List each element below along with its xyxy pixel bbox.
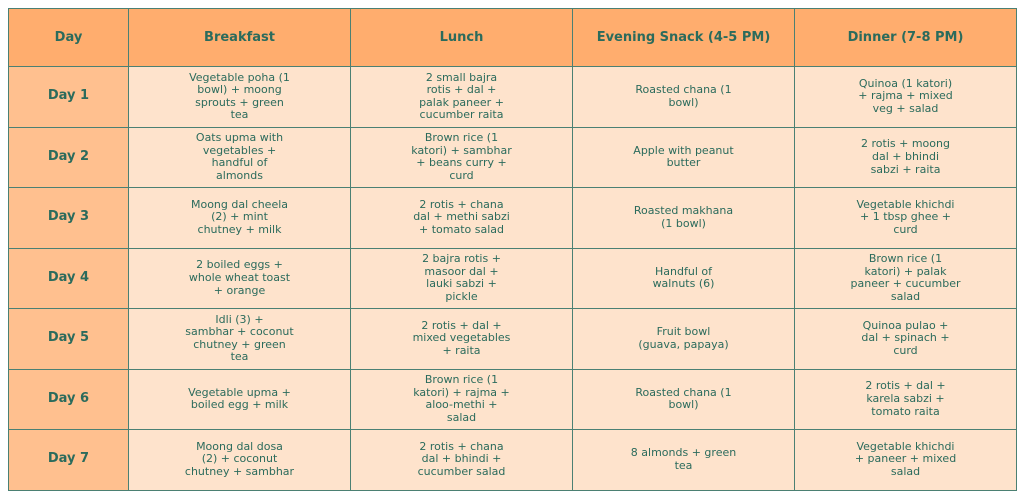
table-row — [9, 430, 1017, 491]
lunch-cell: Brown rice (1 katori) + sambhar + beans curry + curd — [351, 127, 573, 188]
breakfast-cell: Moong dal cheela (2) + mint chutney + milk — [129, 188, 351, 249]
day-cell: Day 4 — [9, 248, 129, 309]
evening-snack-cell: Roasted chana (1 bowl) — [573, 67, 795, 128]
day-cell: Day 1 — [9, 67, 129, 128]
dinner-cell: Quinoa (1 katori) + rajma + mixed veg + salad — [795, 67, 1017, 128]
evening-snack-cell: Handful of walnuts (6) — [573, 248, 795, 309]
evening-snack-cell: Roasted makhana (1 bowl) — [573, 188, 795, 249]
lunch-cell: 2 rotis + chana dal + methi sabzi + tomato salad — [351, 188, 573, 249]
day-cell: Day 3 — [9, 188, 129, 249]
evening-snack-cell: 8 almonds + green tea — [573, 430, 795, 491]
lunch-cell: 2 rotis + chana dal + bhindi + cucumber salad — [351, 430, 573, 491]
breakfast-cell: Vegetable upma + boiled egg + milk — [129, 369, 351, 430]
dinner-cell: Vegetable khichdi + paneer + mixed salad — [795, 430, 1017, 491]
lunch-cell: Brown rice (1 katori) + rajma + aloo-methi + salad — [351, 369, 573, 430]
lunch-cell: 2 bajra rotis + masoor dal + lauki sabzi + pickle — [351, 248, 573, 309]
dinner-cell: Brown rice (1 katori) + palak paneer + cucumber salad — [795, 248, 1017, 309]
header-dinner: Dinner (7-8 PM) — [795, 9, 1017, 67]
header-lunch: Lunch — [351, 9, 573, 67]
dinner-cell: Vegetable khichdi + 1 tbsp ghee + curd — [795, 188, 1017, 249]
meal-plan-table — [8, 8, 1017, 491]
table-row — [9, 369, 1017, 430]
dinner-cell: 2 rotis + dal + karela sabzi + tomato raita — [795, 369, 1017, 430]
day-cell: Day 2 — [9, 127, 129, 188]
table-row — [9, 67, 1017, 128]
evening-snack-cell: Roasted chana (1 bowl) — [573, 369, 795, 430]
header-evening-snack: Evening Snack (4-5 PM) — [573, 9, 795, 67]
day-cell: Day 7 — [9, 430, 129, 491]
breakfast-cell: Vegetable poha (1 bowl) + moong sprouts + green tea — [129, 67, 351, 128]
evening-snack-cell: Fruit bowl (guava, papaya) — [573, 309, 795, 370]
header-row — [9, 9, 1017, 67]
table-row — [9, 248, 1017, 309]
header-breakfast: Breakfast — [129, 9, 351, 67]
breakfast-cell: 2 boiled eggs + whole wheat toast + orange — [129, 248, 351, 309]
lunch-cell: 2 rotis + dal + mixed vegetables + raita — [351, 309, 573, 370]
dinner-cell: Quinoa pulao + dal + spinach + curd — [795, 309, 1017, 370]
header-day: Day — [9, 9, 129, 67]
table-row — [9, 188, 1017, 249]
day-cell: Day 5 — [9, 309, 129, 370]
evening-snack-cell: Apple with peanut butter — [573, 127, 795, 188]
lunch-cell: 2 small bajra rotis + dal + palak paneer + cucumber raita — [351, 67, 573, 128]
breakfast-cell: Idli (3) + sambhar + coconut chutney + green tea — [129, 309, 351, 370]
breakfast-cell: Oats upma with vegetables + handful of almonds — [129, 127, 351, 188]
table-row — [9, 309, 1017, 370]
dinner-cell: 2 rotis + moong dal + bhindi sabzi + raita — [795, 127, 1017, 188]
day-cell: Day 6 — [9, 369, 129, 430]
table-row — [9, 127, 1017, 188]
breakfast-cell: Moong dal dosa (2) + coconut chutney + sambhar — [129, 430, 351, 491]
